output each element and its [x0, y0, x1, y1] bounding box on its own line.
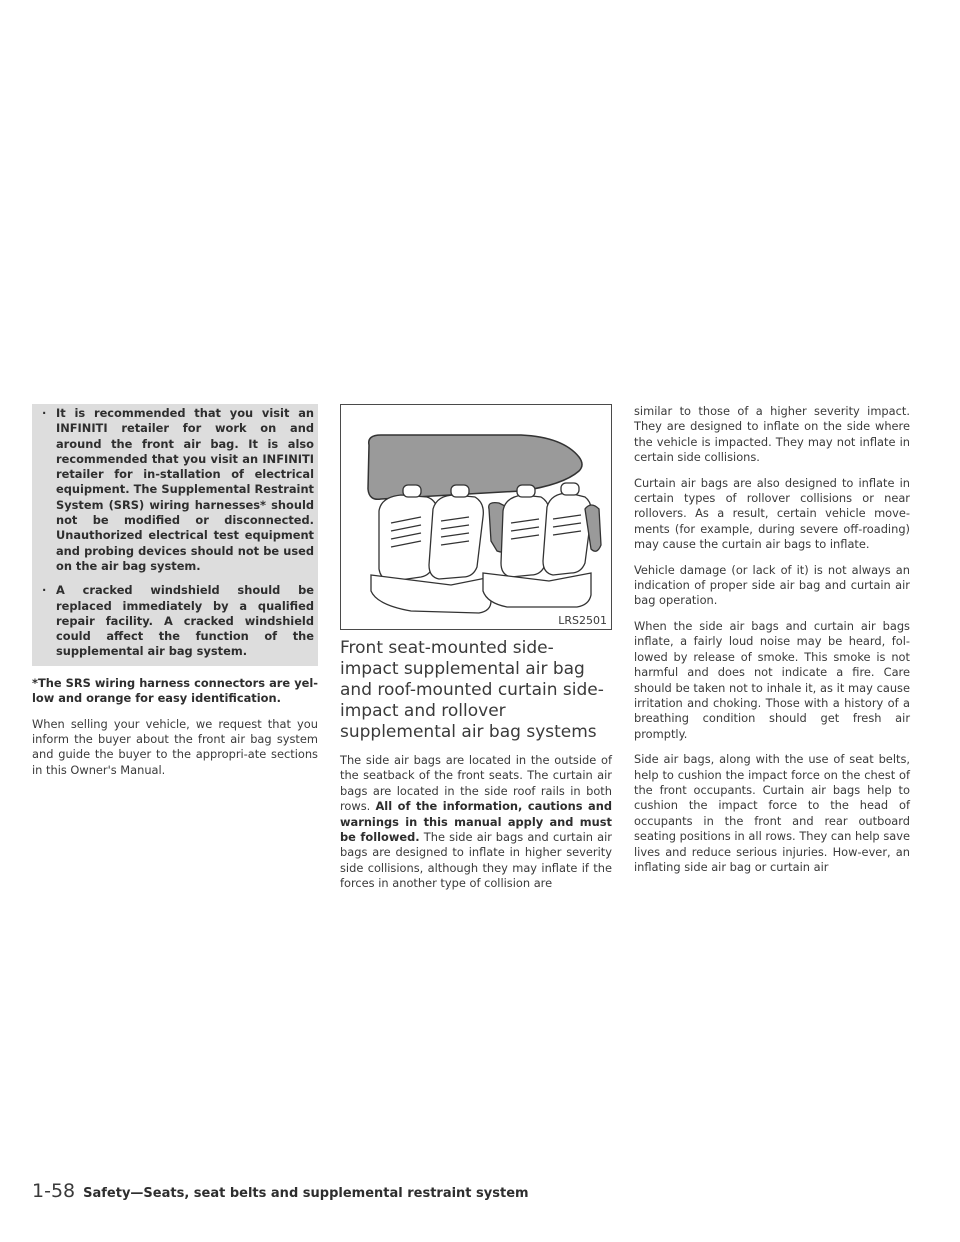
caution-text: A cracked windshield should be replaced immediately by a qualified repair facility. A cracked windshield could affect the function of the supplemental air bag system.	[56, 583, 314, 659]
caution-box	[32, 404, 318, 666]
left-column	[32, 404, 318, 788]
right-column	[634, 404, 910, 885]
section-title: Safety—Seats, seat belts and supplemental restraint system	[83, 1186, 529, 1201]
side-airbag-paragraph	[340, 753, 612, 892]
bullet-dot-icon: ·	[42, 406, 47, 420]
paragraph-text: The side air bags and curtain air bags are designed to inflate in higher severity side collisions, although they may inflate if the forces in another type of collision are	[340, 830, 612, 891]
page-number: 1-58	[32, 1180, 76, 1202]
bullet-dot-icon: ·	[42, 583, 47, 598]
curtain-airbag-seats-drawing	[341, 405, 611, 629]
harness-note: *The SRS wiring harness connectors are yel-low and orange for easy identification.	[32, 675, 318, 706]
caution-text: It is recommended that you visit an INFINITI retailer for work on and around the front air bag. It is also recommended that you visit an INFINITI retailer for in-stallation of electrical equipment. The Supplemental Restraint System (SRS) wiring harnesses* should not be modified or disconnected. Unauthorized electrical test equipment and probing devices should not be used on the air bag system.	[56, 406, 314, 573]
paragraph-emphasis: All of the information, cautions and warnings in this manual apply and must be followed.	[340, 799, 612, 845]
figure-code: LRS2501	[558, 614, 607, 627]
selling-paragraph: When selling your vehicle, we request that you inform the buyer about the front air bag system and guide the buyer to the appropri-ate sections in this Owner's Manual.	[32, 716, 318, 777]
body-paragraph: Curtain air bags are also designed to inflate in certain types of rollover collisions or near rollovers. As a result, certain vehicle move-ments (for example, during severe off-roading) may cause the curtain air bags to inflate.	[634, 475, 910, 552]
section-heading: Front seat-mounted side-impact supplemental air bag and roof-mounted curtain side-impact and rollover supplemental air bag systems	[340, 638, 604, 742]
curtain-airbag-shape	[368, 435, 582, 499]
rear-seats	[371, 485, 491, 613]
middle-column	[340, 404, 612, 902]
body-paragraph: When the side air bags and curtain air bags inflate, a fairly loud noise may be heard, fol-lowed by release of smoke. This smoke is not harmful and does not indicate a fire. Care should be taken not to inhale it, as it may cause irritation and choking. Those with a history of a breathing condition should get fresh air promptly.	[634, 618, 910, 741]
body-paragraph: similar to those of a higher severity impact. They are designed to inflate on the side where the vehicle is impacted. They may not inflate in certain side collisions.	[634, 404, 910, 465]
body-paragraph: Vehicle damage (or lack of it) is not always an indication of proper side air bag and curtain air bag operation.	[634, 562, 910, 608]
caution-bullet	[42, 583, 314, 659]
caution-bullet	[42, 406, 314, 574]
page-footer	[32, 1180, 529, 1202]
body-paragraph: Side air bags, along with the use of seat belts, help to cushion the impact force on the chest of the front occupants. Curtain air bags help to cushion the impact force to the head of occupants in the front and rear outboard seating positions in all rows. They can help save lives and reduce serious injuries. How-ever, an inflating side air bag or curtain air	[634, 752, 910, 874]
paragraph-text: The side air bags are located in the outside of the seatback of the front seats. The curtain air bags are located in the side roof rails in both rows.	[340, 753, 612, 814]
airbag-illustration	[340, 404, 612, 630]
